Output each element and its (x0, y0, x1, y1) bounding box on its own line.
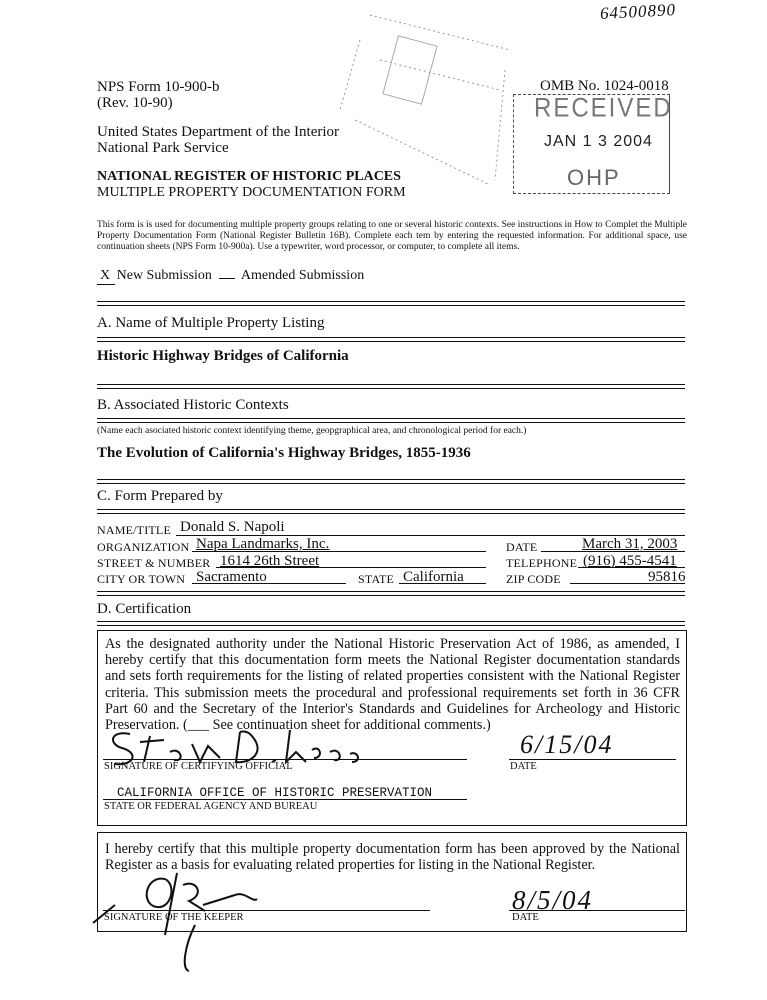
agency-value[interactable]: CALIFORNIA OFFICE OF HISTORIC PRESERVATION (117, 786, 433, 800)
form-number: NPS Form 10-900-b (97, 79, 220, 95)
zip-line (570, 583, 685, 584)
name-title-label: NAME/TITLE (97, 523, 171, 537)
received-stamp (513, 93, 673, 194)
omb-number: OMB No. 1024-0018 (540, 78, 669, 94)
instructions-text: This form is is used for documenting multiple property groups relating to one or several historic contexts. See instructions in How to Complet the Multiple Property Documentation Form (National Register Bulletin 16B). Complete each tem by entering the requested information. For additional space, use continuation sheets (NPS Form 10-900a). Use a typewriter, word processor, or computer, to complete all items. (97, 220, 687, 252)
organization-line (192, 551, 486, 552)
street-line (216, 567, 486, 568)
certifying-date-label: DATE (510, 761, 537, 772)
date-value[interactable]: March 31, 2003 (582, 536, 678, 552)
stamp-received-text: RECEIVED (534, 93, 673, 124)
certifying-date-line (509, 759, 676, 760)
certifying-date-value[interactable]: 6/15/04 (520, 730, 614, 759)
section-b-value: The Evolution of California's Highway Bridges, 1855-1936 (97, 445, 471, 461)
faint-stamp-marks (320, 10, 520, 190)
state-line (399, 583, 486, 584)
form-title: NATIONAL REGISTER OF HISTORIC PLACES (97, 169, 401, 184)
new-submission-label: New Submission (116, 268, 212, 283)
section-a-heading: A. Name of Multiple Property Listing (97, 315, 325, 331)
section-d-heading: D. Certification (97, 601, 192, 617)
zip-value[interactable]: 95816 (648, 569, 686, 585)
amended-submission-blank[interactable] (219, 278, 235, 279)
agency-label: STATE OR FEDERAL AGENCY AND BUREAU (104, 801, 318, 812)
date-line (541, 551, 685, 552)
new-submission-mark[interactable]: X (100, 268, 111, 283)
keeper-signature-line (103, 910, 430, 911)
state-label: STATE (358, 572, 395, 586)
section-a-top-rule (97, 301, 685, 306)
keeper-text: I hereby certify that this multiple property documentation form has been approved by the National Register as a basis for evaluating related properties for listing in the National Register. (105, 841, 680, 874)
form-revision: (Rev. 10-90) (97, 95, 173, 111)
service-name: National Park Service (97, 140, 229, 156)
section-a-value: Historic Highway Bridges of California (97, 348, 349, 364)
section-d-top-rule (97, 591, 685, 596)
city-label: CITY OR TOWN (97, 572, 186, 586)
section-d-bottom-rule (97, 621, 685, 626)
section-b-note: (Name each asociated historic context identifying theme, geopgraphical area, and chronological period for each.) (97, 426, 527, 436)
date-label: DATE (506, 540, 538, 554)
certifying-signature-line (103, 759, 467, 760)
state-value[interactable]: California (403, 569, 464, 585)
city-line (192, 583, 346, 584)
department-name: United States Department of the Interior (97, 124, 340, 140)
section-b-heading: B. Associated Historic Contexts (97, 397, 289, 413)
zip-label: ZIP CODE (506, 572, 561, 586)
section-c-heading: C. Form Prepared by (97, 488, 223, 504)
stamp-office-text: OHP (567, 165, 621, 190)
keeper-date-line (509, 910, 685, 911)
handwritten-number: 64500890 (599, 0, 677, 23)
street-label: STREET & NUMBER (97, 556, 211, 570)
keeper-signature-label: SIGNATURE OF THE KEEPER (104, 912, 244, 923)
certifying-signature-label: SIGNATURE OF CERTIFYING OFFICIAL (104, 761, 293, 772)
submission-type (97, 268, 364, 284)
city-value[interactable]: Sacramento (196, 569, 267, 585)
keeper-date-value[interactable]: 8/5/04 (512, 885, 594, 915)
section-a-bottom-rule (97, 337, 685, 342)
section-b-bottom-rule (97, 418, 685, 423)
stamp-date-text: JAN 1 3 2004 (544, 133, 653, 150)
organization-label: ORGANIZATION (97, 540, 190, 554)
organization-value[interactable]: Napa Landmarks, Inc. (196, 536, 330, 552)
telephone-value[interactable]: (916) 455-4541 (583, 553, 677, 569)
amended-submission-label: Amended Submission (240, 268, 365, 283)
street-value[interactable]: 1614 26th Street (220, 553, 320, 569)
section-c-bottom-rule (97, 509, 685, 514)
name-title-value[interactable]: Donald S. Napoli (180, 519, 285, 535)
telephone-line (578, 567, 685, 568)
section-b-top-rule (97, 384, 685, 389)
agency-line (103, 799, 467, 800)
certification-text: As the designated authority under the National Historic Preservation Act of 1986, as amended, I hereby certify that this documentation form meets the National Register documentation standards and sets forth requirements for the listing of related properties consistent with the National Register criteria. This submission meets the procedural and professional requirements set forth in 36 CFR Part 60 and the Secretary of the Interior's Standards and Guidelines for Archeology and Historic Preservation. (___ See continuation sheet for additional comments.) (105, 636, 680, 734)
section-c-top-rule (97, 479, 685, 484)
telephone-label: TELEPHONE (506, 556, 578, 570)
keeper-date-label: DATE (512, 912, 539, 923)
form-subtitle: MULTIPLE PROPERTY DOCUMENTATION FORM (97, 185, 406, 200)
